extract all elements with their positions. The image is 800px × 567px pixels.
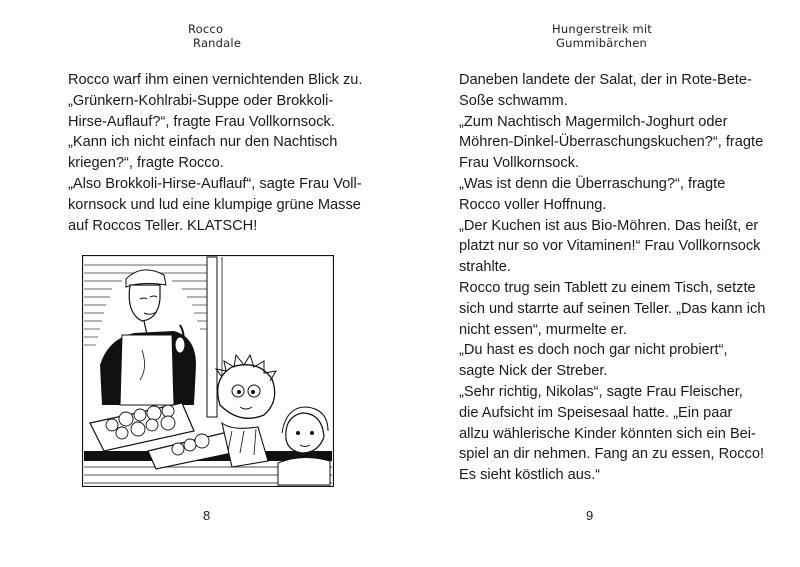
text-line: Hirse-Auflauf?“, fragte Frau Vollkornsock. [68,113,335,130]
right-page [400,0,800,567]
text-line: Möhren-Dinkel-Überraschungskuchen?“, fragte [459,134,764,151]
text-line: „Also Brokkoli-Hirse-Auflauf“, sagte Frau Voll- [68,175,362,192]
text-line: kriegen?“, fragte Rocco. [68,155,224,172]
text-line: spiel an dir nehmen. Fang an zu essen, Rocco! [459,446,765,463]
running-head-title-line-2: Randale [193,36,242,50]
text-line: Soße schwamm. [459,92,568,109]
text-line: Rocco voller Hoffnung. [459,196,607,213]
page-number: 8 [203,508,211,523]
text-line: „Der Kuchen ist aus Bio-Möhren. Das heißt, er [459,217,759,234]
running-head-chapter-line-2: Gummibärchen [556,36,647,50]
text-line: „Was ist denn die Überraschung?“, fragte [459,175,726,192]
text-line: „Kann ich nicht einfach nur den Nachtisch [68,134,338,151]
text-line: die Aufsicht im Speisesaal hatte. „Ein paar [459,404,733,421]
cafeteria-illustration [82,255,334,487]
text-line: nicht essen“, murmelte er. [459,321,627,338]
text-line: Rocco warf ihm einen vernichtenden Blick zu. [68,72,363,88]
running-head-chapter-line-1: Hungerstreik mit [552,22,652,36]
text-line: sich und starrte auf seinen Teller. „Das kann ich [459,300,766,317]
text-line: auf Roccos Teller. KLATSCH! [68,217,258,234]
text-line: „Sehr richtig, Nikolas“, sagte Frau Fleischer, [459,383,743,400]
text-line: Es sieht köstlich aus.“ [459,467,601,484]
page-number: 9 [586,508,594,523]
text-line: „Zum Nachtisch Magermilch-Joghurt oder [459,113,728,130]
text-line: allzu wählerische Kinder könnten sich ein Bei- [459,425,756,442]
text-line: platzt nur so vor Vitaminen!“ Frau Vollkornsock [459,238,761,255]
text-line: „Grünkern-Kohlrabi-Suppe oder Brokkoli- [68,92,334,109]
text-line: sagte Nick der Streber. [459,363,608,380]
text-line: kornsock und lud eine klumpige grüne Masse [68,196,361,213]
left-body-text [68,70,363,236]
right-body-text [459,70,769,486]
running-head-title-line-1: Rocco [188,22,224,36]
text-line: Daneben landete der Salat, der in Rote-Bete- [459,72,752,88]
text-line: Frau Vollkornsock. [459,155,580,172]
text-line: Rocco trug sein Tablett zu einem Tisch, setzte [459,279,756,296]
text-line: „Du hast es doch noch gar nicht probiert“, [459,342,728,359]
text-line: strahlte. [459,259,511,276]
